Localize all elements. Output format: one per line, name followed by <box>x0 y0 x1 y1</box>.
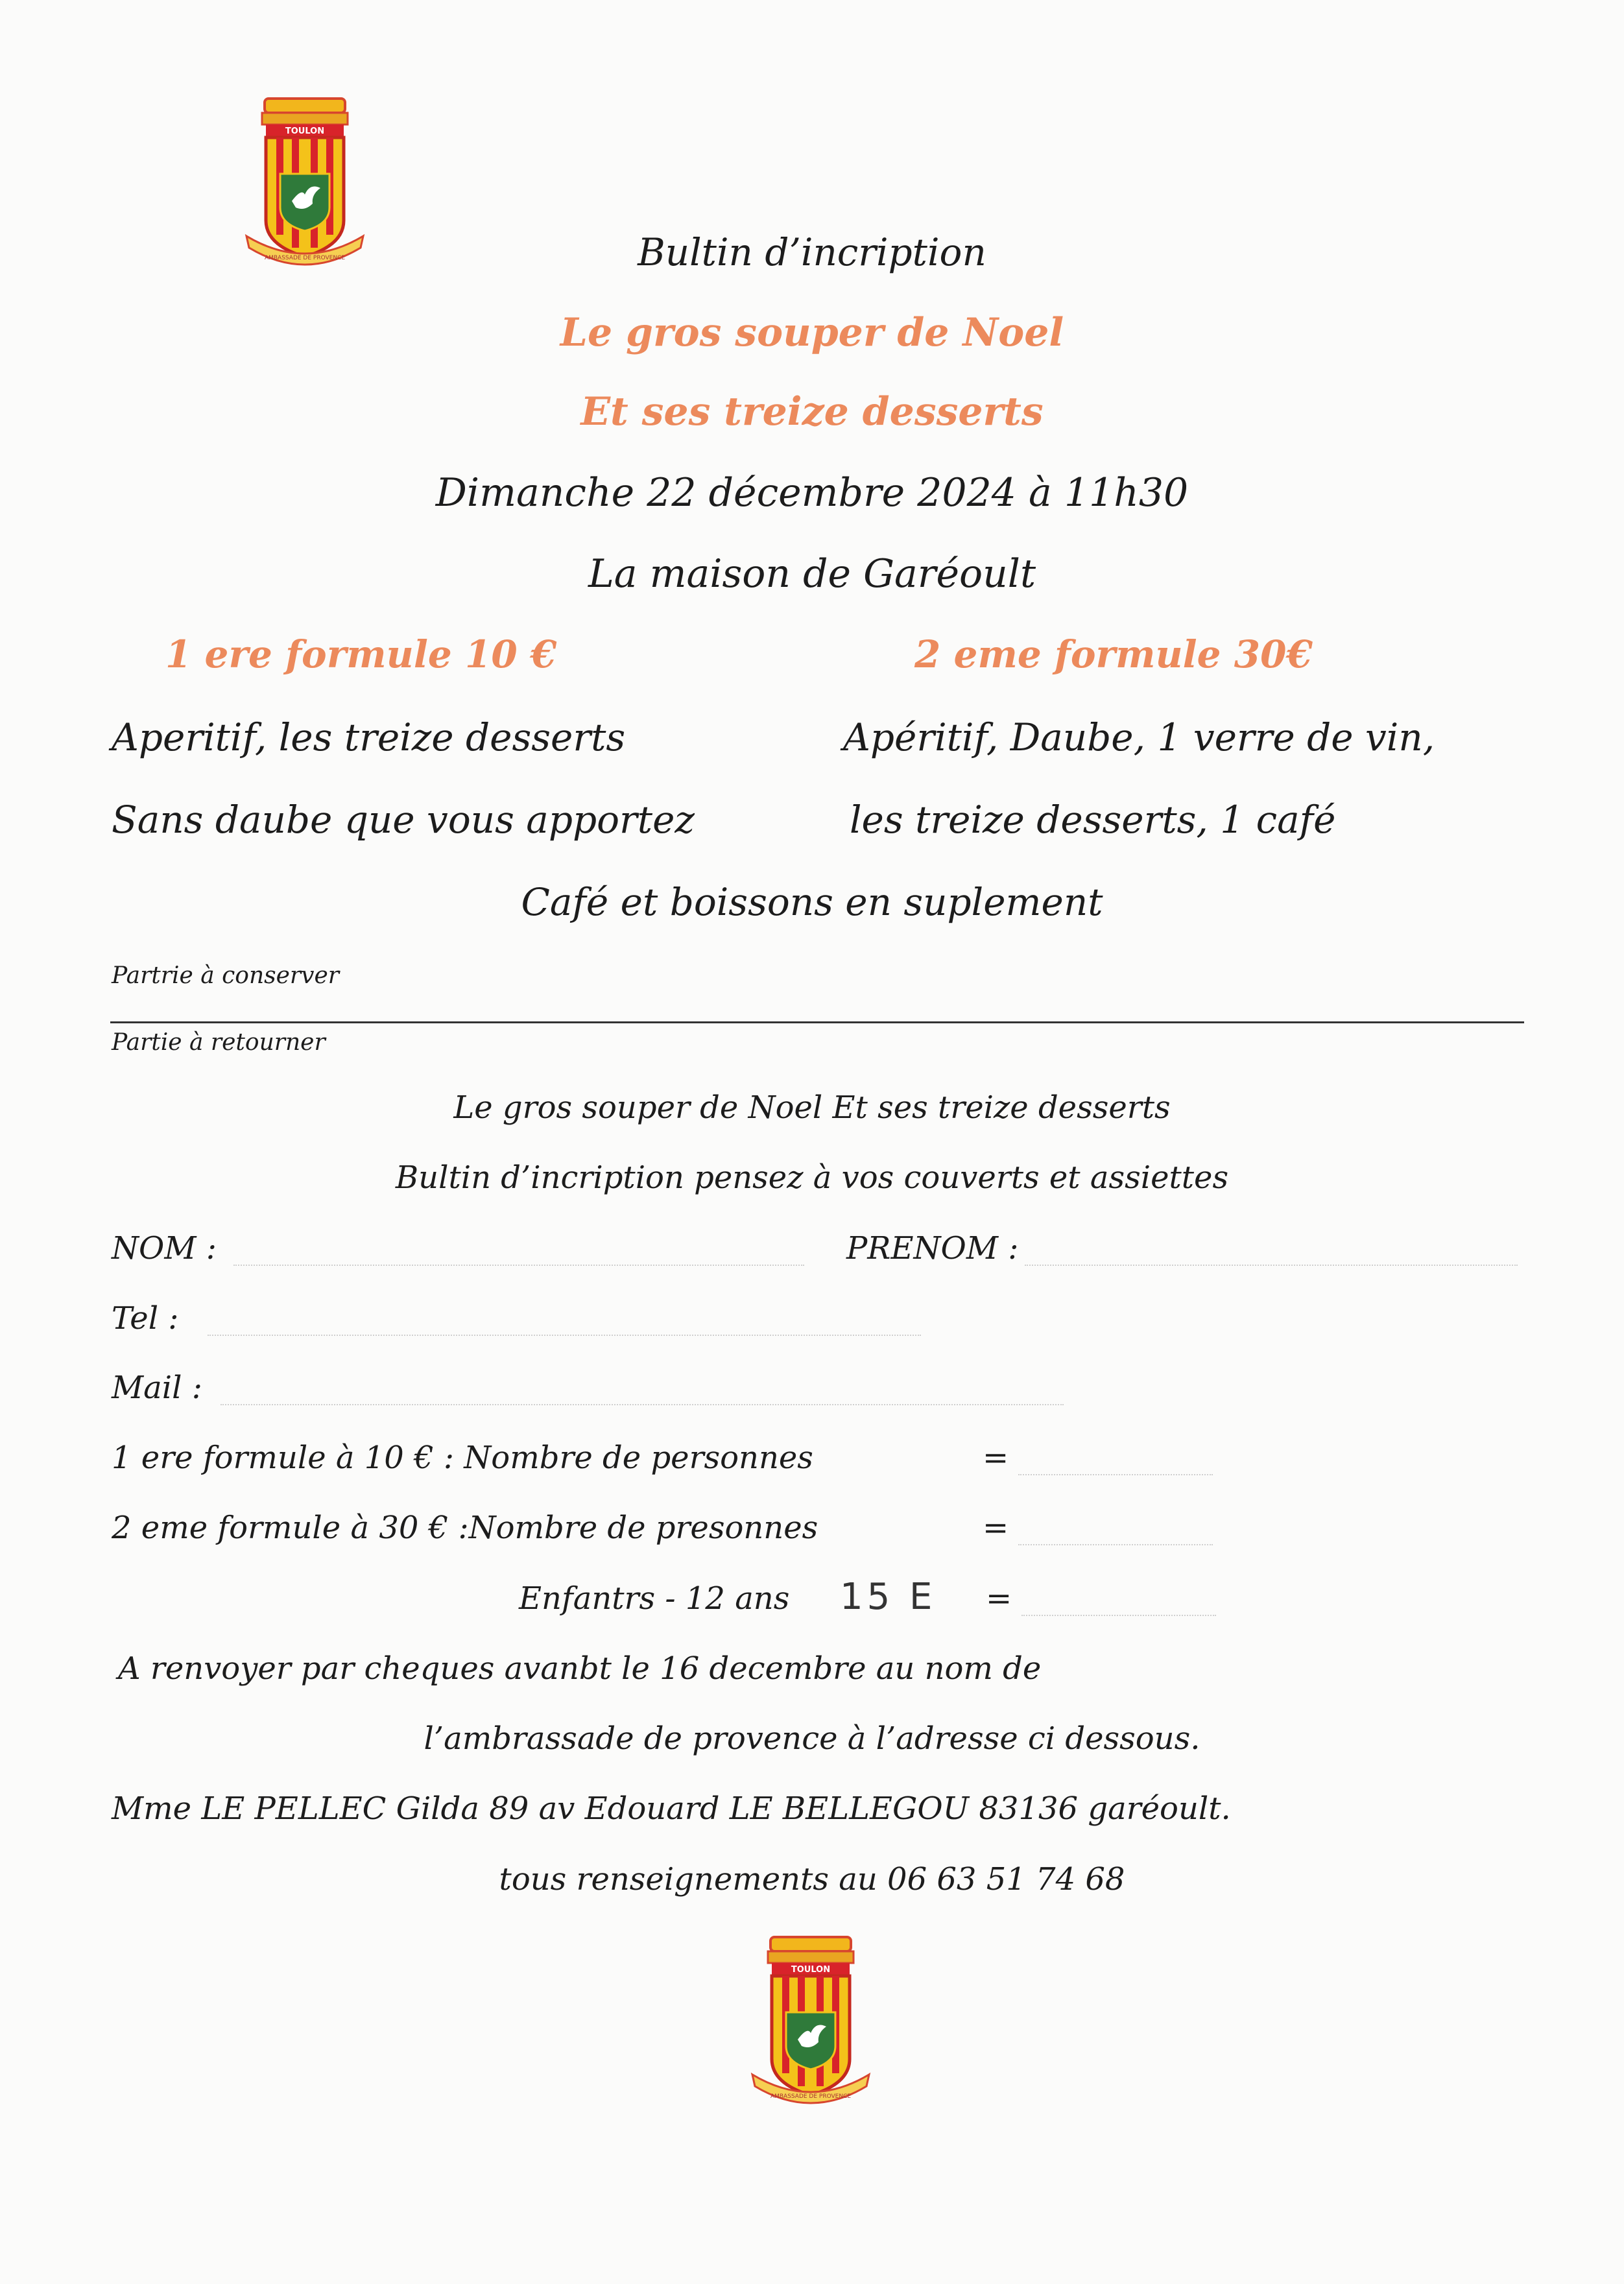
formula-2-title: 2 eme formule 30€ <box>914 632 1313 676</box>
formula-2-line2: les treize desserts, 1 café <box>850 798 1336 842</box>
children-price-handwritten: 15 E <box>840 1576 937 1618</box>
nom-label: NOM : <box>112 1230 217 1267</box>
contact-info: tous renseignements au 06 63 51 74 68 <box>499 1861 1125 1897</box>
return-heading-1: Le gros souper de Noel Et ses treize desserts <box>453 1089 1171 1126</box>
nom-field[interactable] <box>233 1265 804 1266</box>
children-equals: = <box>986 1580 1012 1617</box>
crest-motto-text: AMBASSADE DE PROVENCE <box>770 2093 852 2100</box>
supplement-note: Café et boissons en suplement <box>521 880 1103 924</box>
return-section-label: Partie à retourner <box>112 1029 326 1056</box>
crest-banner-text: TOULON <box>285 126 325 136</box>
send-instructions-line1: A renvoyer par cheques avanbt le 16 decembre au nom de <box>118 1650 1042 1687</box>
postal-address: Mme LE PELLEC Gilda 89 av Edouard LE BELLEGOU 83136 garéoult. <box>112 1790 1231 1827</box>
formula-1-line2: Sans daube que vous apportez <box>112 798 695 842</box>
crown-icon <box>768 1937 854 1975</box>
formula-1-title: 1 ere formule 10 € <box>165 632 557 676</box>
tel-label: Tel : <box>112 1300 179 1337</box>
prenom-field[interactable] <box>1025 1265 1518 1266</box>
mail-label: Mail : <box>112 1370 202 1406</box>
prenom-label: PRENOM : <box>846 1230 1019 1267</box>
formula-1-count-label: 1 ere formule à 10 € : Nombre de personnes <box>112 1440 813 1476</box>
formula-2-count-field[interactable] <box>1018 1544 1213 1545</box>
mail-field[interactable] <box>221 1404 1064 1405</box>
formula-1-line1: Aperitif, les treize desserts <box>112 715 626 759</box>
children-label: Enfantrs - 12 ans <box>519 1580 790 1617</box>
crown-icon <box>262 99 348 136</box>
return-heading-2: Bultin d’incription pensez à vos couverts et assiettes <box>395 1160 1229 1196</box>
formula-1-equals: = <box>983 1440 1009 1476</box>
event-title-line1: Le gros souper de Noel <box>560 310 1064 355</box>
shield-icon <box>772 1976 850 2095</box>
keep-section-label: Partrie à conserver <box>112 962 339 989</box>
formula-2-count-label: 2 eme formule à 30 € :Nombre de presonnes <box>112 1510 818 1546</box>
formula-2-line1: Apéritif, Daube, 1 verre de vin, <box>843 715 1435 759</box>
event-place: La maison de Garéoult <box>588 551 1036 597</box>
tel-field[interactable] <box>208 1335 921 1336</box>
crest-banner-text: TOULON <box>791 1965 831 1975</box>
children-count-field[interactable] <box>1021 1615 1216 1616</box>
send-instructions-line2: l’ambrassade de provence à l’adresse ci dessous. <box>424 1720 1200 1757</box>
form-title: Bultin d’incription <box>638 230 986 274</box>
event-title-line2: Et ses treize desserts <box>580 389 1044 434</box>
formula-1-count-field[interactable] <box>1018 1474 1213 1475</box>
crest-motto-text: AMBASSADE DE PROVENCE <box>264 255 346 261</box>
cut-divider <box>110 1021 1524 1023</box>
coat-of-arms-logo-bottom <box>746 1936 876 2114</box>
formula-2-equals: = <box>983 1510 1009 1546</box>
event-date: Dimanche 22 décembre 2024 à 11h30 <box>435 470 1189 516</box>
